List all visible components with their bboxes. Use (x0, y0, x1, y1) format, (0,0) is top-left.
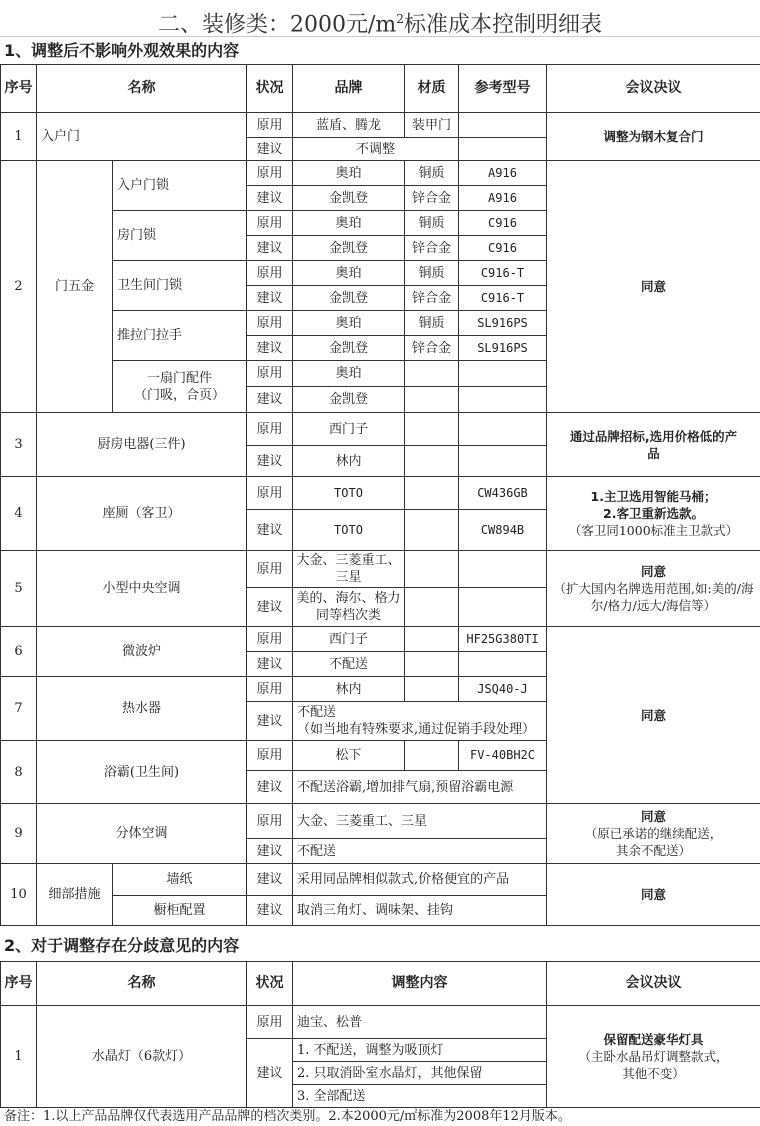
subname-cell: 入户门锁 (113, 161, 247, 211)
suggestion-cell: 不配送浴霸,增加排气扇,预留浴霸电源 (293, 771, 547, 804)
seq-cell: 5 (1, 551, 37, 627)
decision-line: 同意 (583, 808, 724, 825)
seq-cell: 1 (1, 113, 37, 161)
decision-note: （主卧水晶吊灯调整款式，其他不变） (577, 1048, 730, 1082)
decision-cell (547, 1006, 760, 1108)
brand-cell: TOTO (293, 477, 405, 510)
material-cell: 铜质 (405, 311, 459, 336)
section1-table (0, 64, 760, 926)
option-cell: 3. 全部配送 (293, 1085, 547, 1108)
brand-cell: 金凯登 (293, 387, 405, 413)
model-cell: A916 (459, 161, 547, 186)
page-title: 二、装修类：2000元$/m^2$标准成本控制明细表 (0, 0, 760, 36)
seq-cell: 6 (1, 627, 37, 677)
brand-cell: 西门子 (293, 627, 405, 652)
model-cell: C916 (459, 211, 547, 236)
header-status: 状况 (247, 962, 293, 1006)
decision-line: 保留配送豪华灯具 (577, 1031, 730, 1048)
status-cell: 建议 (247, 588, 293, 627)
status-cell: 建议 (247, 839, 293, 864)
status-cell: 建议 (247, 186, 293, 211)
section2-heading: 2、对于调整存在分歧意见的内容 (0, 926, 760, 961)
status-cell: 建议 (247, 771, 293, 804)
model-cell: HF25G380TI (459, 627, 547, 652)
brand-cell: 金凯登 (293, 336, 405, 361)
brand-cell: TOTO (293, 510, 405, 551)
subname-cell (113, 361, 247, 413)
status-cell: 建议 (247, 138, 293, 161)
model-cell (459, 138, 547, 161)
brand-cell: 西门子 (293, 413, 405, 446)
brand-cell: 奥珀 (293, 311, 405, 336)
decision-cell (547, 477, 760, 551)
header-decision: 会议决议 (547, 962, 760, 1006)
status-cell: 原用 (247, 677, 293, 702)
section2-table (0, 961, 760, 1108)
model-cell (459, 361, 547, 387)
model-cell (459, 113, 547, 138)
name-cell: 入户门 (37, 113, 247, 161)
name-cell: 门五金 (37, 161, 113, 413)
suggestion-cell (293, 702, 547, 741)
header-seq: 序号 (1, 65, 37, 113)
status-cell: 建议 (247, 702, 293, 741)
status-cell: 原用 (247, 161, 293, 186)
brand-cell: 奥珀 (293, 261, 405, 286)
status-cell: 建议 (247, 652, 293, 677)
material-cell: 铜质 (405, 211, 459, 236)
decision-line: 同意 (549, 563, 758, 580)
material-cell (405, 387, 459, 413)
status-cell: 原用 (247, 211, 293, 236)
decision-cell (547, 804, 760, 864)
header-name: 名称 (37, 962, 247, 1006)
table-header (1, 962, 760, 1006)
material-cell (405, 677, 459, 702)
material-cell: 锌合金 (405, 236, 459, 261)
model-cell (459, 387, 547, 413)
table-row (1, 477, 760, 510)
name-cell: 分体空调 (37, 804, 247, 864)
decision-note: （客卫同1000标准主卫款式） (549, 522, 758, 539)
brand-cell: 大金、三菱重工、三星 (293, 804, 547, 839)
status-cell: 建议 (247, 236, 293, 261)
seq-cell: 4 (1, 477, 37, 551)
brand-cell: 林内 (293, 446, 405, 477)
suggestion-cell: 取消三角灯、调味架、挂钩 (293, 896, 547, 926)
header-material: 材质 (405, 65, 459, 113)
status-cell: 建议 (247, 387, 293, 413)
subname-line: 一扇门配件 (115, 370, 244, 387)
suggestion-line: 不配送 (297, 704, 544, 721)
table-row (1, 161, 760, 186)
subname-cell: 房门锁 (113, 211, 247, 261)
status-cell: 原用 (247, 311, 293, 336)
status-cell: 原用 (247, 627, 293, 652)
brand-cell: 金凯登 (293, 236, 405, 261)
brand-cell: 金凯登 (293, 286, 405, 311)
material-cell: 铜质 (405, 161, 459, 186)
decision-note: （扩大国内名牌选用范围,如:美的/海尔/格力/远大/海信等） (549, 580, 758, 614)
status-cell: 原用 (247, 1006, 293, 1039)
material-cell: 铜质 (405, 261, 459, 286)
name-cell: 热水器 (37, 677, 247, 741)
status-cell: 建议 (247, 864, 293, 896)
status-cell: 建议 (247, 896, 293, 926)
status-cell: 原用 (247, 413, 293, 446)
brand-cell: 不调整 (293, 138, 459, 161)
material-cell (405, 361, 459, 387)
model-cell: CW894B (459, 510, 547, 551)
decision-line: 2.客卫重新选款。 (549, 505, 758, 522)
brand-cell: 不配送 (293, 652, 405, 677)
suggestion-cell: 不配送 (293, 839, 547, 864)
subname-cell: 墙纸 (113, 864, 247, 896)
material-cell: 锌合金 (405, 186, 459, 211)
table-row (1, 804, 760, 839)
decision-line: 1.主卫选用智能马桶； (549, 488, 758, 505)
brand-cell: 奥珀 (293, 161, 405, 186)
material-cell: 装甲门 (405, 113, 459, 138)
material-cell: 锌合金 (405, 336, 459, 361)
seq-cell: 1 (1, 1006, 37, 1108)
material-cell: 锌合金 (405, 286, 459, 311)
status-cell: 原用 (247, 477, 293, 510)
header-brand: 品牌 (293, 65, 405, 113)
name-cell: 小型中央空调 (37, 551, 247, 627)
table-row (1, 113, 760, 138)
decision-note: （原已承诺的继续配送，其余不配送） (583, 825, 724, 859)
option-cell: 1. 不配送，调整为吸顶灯 (293, 1039, 547, 1062)
decision-cell: 同意 (547, 864, 760, 926)
status-cell: 原用 (247, 113, 293, 138)
decision-cell: 同意 (547, 161, 760, 413)
brand-cell: 奥珀 (293, 211, 405, 236)
seq-cell: 9 (1, 804, 37, 864)
model-cell: FV-40BH2C (459, 741, 547, 771)
status-cell: 原用 (247, 804, 293, 839)
seq-cell: 8 (1, 741, 37, 804)
brand-cell: 林内 (293, 677, 405, 702)
model-cell (459, 652, 547, 677)
seq-cell: 2 (1, 161, 37, 413)
material-cell (405, 588, 459, 627)
material-cell (405, 551, 459, 588)
option-cell: 2. 只取消卧室水晶灯，其他保留 (293, 1062, 547, 1085)
table-row (1, 864, 760, 896)
status-cell: 原用 (247, 741, 293, 771)
subname-cell: 推拉门拉手 (113, 311, 247, 361)
name-cell: 细部措施 (37, 864, 113, 926)
table-row (1, 627, 760, 652)
decision-cell: 通过品牌招标,选用价格低的产品 (547, 413, 760, 477)
name-cell: 座厕（客卫） (37, 477, 247, 551)
decision-cell (547, 551, 760, 627)
name-cell: 厨房电器(三件) (37, 413, 247, 477)
brand-cell: 美的、海尔、格力同等档次类 (293, 588, 405, 627)
brand-cell: 奥珀 (293, 361, 405, 387)
material-cell (405, 477, 459, 510)
brand-cell: 松下 (293, 741, 405, 771)
table-row (1, 551, 760, 588)
header-status: 状况 (247, 65, 293, 113)
table-row (1, 1006, 760, 1039)
footnote: 备注：1.以上产品品牌仅代表选用产品品牌的档次类别。2.本2000元/㎡标准为2008年12月版本。 (0, 1108, 760, 1126)
suggestion-cell: 采用同品牌相似款式,价格便宜的产品 (293, 864, 547, 896)
subname-cell: 橱柜配置 (113, 896, 247, 926)
status-cell: 原用 (247, 551, 293, 588)
subname-cell: 卫生间门锁 (113, 261, 247, 311)
header-content: 调整内容 (293, 962, 547, 1006)
status-cell: 建议 (247, 336, 293, 361)
model-cell (459, 413, 547, 446)
seq-cell: 3 (1, 413, 37, 477)
section1-heading: 1、调整后不影响外观效果的内容 (0, 36, 760, 64)
material-cell (405, 446, 459, 477)
seq-cell: 10 (1, 864, 37, 926)
model-cell: C916-T (459, 286, 547, 311)
model-cell: C916 (459, 236, 547, 261)
status-cell: 建议 (247, 446, 293, 477)
brand-cell: 金凯登 (293, 186, 405, 211)
model-cell: A916 (459, 186, 547, 211)
material-cell (405, 652, 459, 677)
header-seq: 序号 (1, 962, 37, 1006)
name-cell: 浴霸(卫生间) (37, 741, 247, 804)
content-cell: 迪宝、松普 (293, 1006, 547, 1039)
status-cell: 原用 (247, 361, 293, 387)
header-decision: 会议决议 (547, 65, 760, 113)
decision-cell: 调整为钢木复合门 (547, 113, 760, 161)
material-cell (405, 413, 459, 446)
material-cell (405, 627, 459, 652)
status-cell: 原用 (247, 261, 293, 286)
material-cell (405, 510, 459, 551)
model-cell: SL916PS (459, 311, 547, 336)
seq-cell: 7 (1, 677, 37, 741)
name-cell: 水晶灯（6款灯） (37, 1006, 247, 1108)
status-cell: 建议 (247, 510, 293, 551)
header-model: 参考型号 (459, 65, 547, 113)
subname-line: （门吸，合页） (115, 387, 244, 404)
suggestion-line: （如当地有特殊要求,通过促销手段处理） (297, 721, 544, 738)
status-cell: 建议 (247, 1039, 293, 1108)
model-cell (459, 446, 547, 477)
brand-cell: 大金、三菱重工、三星 (293, 551, 405, 588)
header-name: 名称 (37, 65, 247, 113)
material-cell (405, 741, 459, 771)
model-cell (459, 551, 547, 588)
model-cell: SL916PS (459, 336, 547, 361)
brand-cell: 蓝盾、腾龙 (293, 113, 405, 138)
model-cell: JSQ40-J (459, 677, 547, 702)
status-cell: 建议 (247, 286, 293, 311)
name-cell: 微波炉 (37, 627, 247, 677)
table-row (1, 413, 760, 446)
table-header (1, 65, 760, 113)
decision-cell: 同意 (547, 627, 760, 804)
model-cell (459, 588, 547, 627)
model-cell: CW436GB (459, 477, 547, 510)
model-cell: C916-T (459, 261, 547, 286)
